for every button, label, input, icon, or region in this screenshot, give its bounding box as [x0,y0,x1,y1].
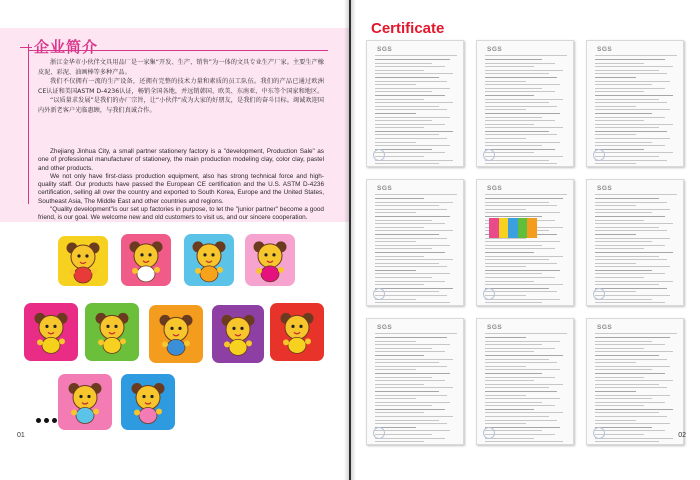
mascot-bear-icon [58,236,108,286]
sgs-certificate-page [586,318,684,445]
stamp-seal [483,427,495,439]
mascot-tile [184,234,234,286]
header-rule [595,333,677,334]
mascot-bear-icon [121,374,175,430]
report-text-lines [375,59,457,167]
mascot-tile [24,303,78,361]
mascot-tile [121,374,175,430]
report-text-lines [595,337,677,445]
mascot-bear-icon [85,303,139,361]
sgs-certificate-page [366,318,464,445]
intro-chinese-text [38,58,324,116]
mascot-bear-icon [270,303,324,361]
intro-english-text [38,148,324,223]
header-rule [375,55,457,56]
stamp-seal [593,149,605,161]
stamp-seal [483,288,495,300]
stamp-seal [593,427,605,439]
sgs-logo: SGS [487,185,503,192]
sgs-certificate-page [476,40,574,167]
stamp-seal [593,288,605,300]
decorative-dots [36,418,57,423]
sgs-certificate-page [476,179,574,306]
page-gutter-shadow [344,0,356,480]
mascot-tile [121,234,171,286]
mascot-bear-icon [184,234,234,286]
cn-paragraph: “以质量求发展”是我们的办厂宗旨，让“小伙伴”成为大家的好朋友，是我们的奋斗目标。竭诚欢迎国内外新老客户光临惠顾，与我们真诚合作。 [38,97,324,114]
sgs-logo: SGS [597,185,613,192]
header-rule [595,55,677,56]
en-paragraph: Zhejiang Jinhua City, a small partner stationery factory is a "development, Production Sale" as one of professional manufacturer of stationery, the main production modeling clay, color clay, pastel and other products. [38,148,324,172]
sgs-certificate-page [366,40,464,167]
mascot-tile [212,305,264,363]
sgs-logo: SGS [597,46,613,53]
header-rule [485,55,567,56]
header-rule [485,194,567,195]
mascot-tile [245,234,295,286]
en-paragraph: We not only have first-class production equipment, also has strong technical force and high-quality staff. Our products have passed the European CE certification and the U.S. ASTM D-4236 certification, selling all over the country and exported to South Korea, Europe and the United States, Southeast Asia, The Middle East and other countries and regions. [38,172,324,205]
header-rule [375,333,457,334]
header-rule [595,194,677,195]
cn-paragraph: 我们不仅拥有一流的生产设备，还拥有完整的技术力量和素质的员工队伍。我们的产品已通过欧洲CE认证和美国ASTM D-4236认证，畅销全国各地，并远销韩国、欧美、东南亚、中东等个国家和地区。 [38,78,324,95]
mascot-tile [149,305,203,363]
cn-paragraph: 浙江金华市小伙伴文具用品厂是一家集“开发、生产、销售”为一体的文具专业生产厂家。主要生产橡皮泥、彩泥、油画棒等多种产品。 [38,59,324,76]
intro-title-wrap [34,36,98,57]
title-rule-left [20,47,32,48]
sgs-certificate-page [476,318,574,445]
mascot-bear-icon [24,303,78,361]
sgs-logo: SGS [597,324,613,331]
report-text-lines [485,198,567,306]
mascot-tile [85,303,139,361]
stamp-seal [373,149,385,161]
mascot-bear-icon [58,374,112,430]
mascot-bear-icon [149,305,203,363]
report-text-lines [375,337,457,445]
header-rule [485,333,567,334]
sgs-logo: SGS [487,46,503,53]
dot [52,418,57,423]
stamp-seal [483,149,495,161]
page-number-left: 01 [17,432,25,439]
sgs-certificate-page [586,40,684,167]
stamp-seal [373,427,385,439]
en-paragraph: "Quality development"is our set up factories in purpose, to let the "junior partner" become a good friend, is our goal. We welcome new and old customers to visit us, and our sincere cooperation. [38,206,324,222]
mascot-bear-icon [245,234,295,286]
mascot-bear-icon [121,234,171,286]
page-number-right: 02 [678,432,686,439]
product-photo [489,218,537,238]
stamp-seal [373,288,385,300]
header-rule [375,194,457,195]
sgs-logo: SGS [487,324,503,331]
left-page [0,0,349,480]
sgs-logo: SGS [377,46,393,53]
sgs-logo: SGS [377,324,393,331]
mascot-tile [58,236,108,286]
mascot-tile [270,303,324,361]
dot [44,418,49,423]
report-text-lines [595,59,677,167]
certificate-title: Certificate [371,20,445,37]
report-text-lines [485,337,567,445]
company-intro-title: 企业简介 [34,38,99,56]
dot [36,418,41,423]
sgs-logo: SGS [377,185,393,192]
report-text-lines [595,198,677,306]
sgs-certificate-page [366,179,464,306]
right-page [351,0,700,480]
intro-bracket-line [28,44,29,204]
mascot-tile [58,374,112,430]
report-text-lines [485,59,567,167]
sgs-certificate-page [586,179,684,306]
mascot-bear-icon [212,305,264,363]
report-text-lines [375,198,457,306]
